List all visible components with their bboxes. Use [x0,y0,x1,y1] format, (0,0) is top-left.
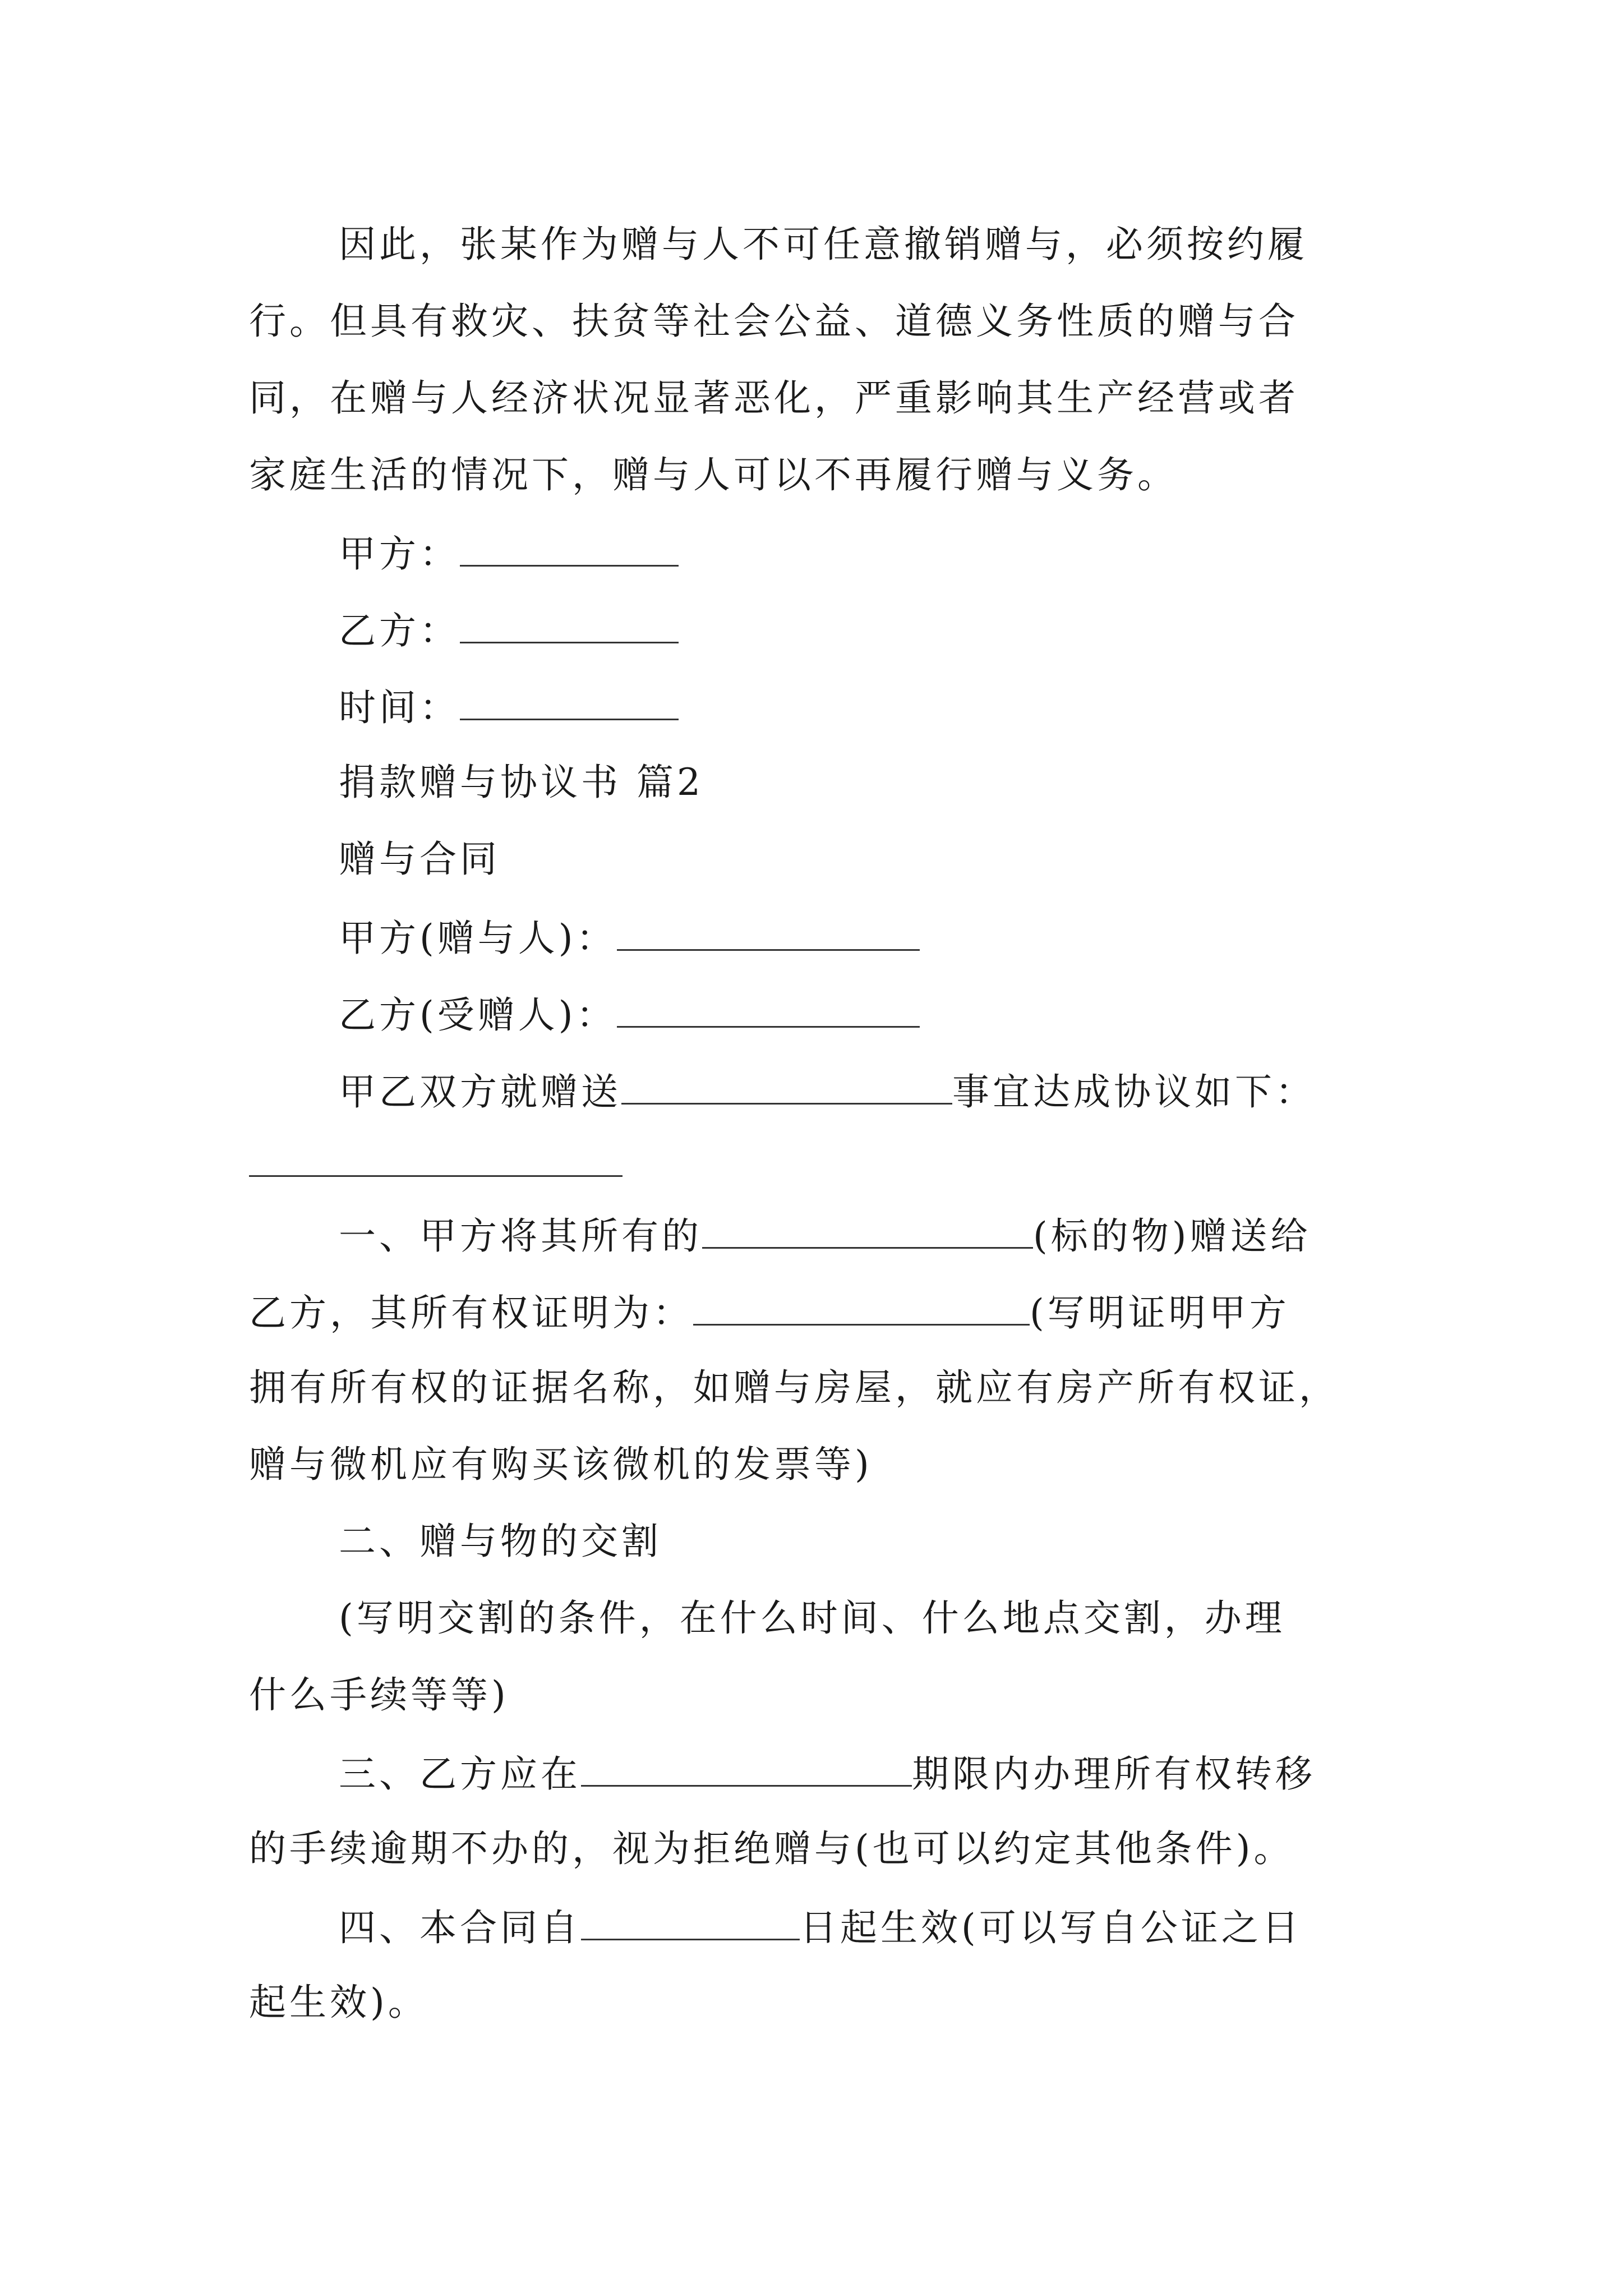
clause-text: 起生效)。 [249,1981,428,2024]
clause-2-title: 二、赠与物的交割 [339,1520,662,1563]
clause-text: 赠与微机应有购买该微机的发票等) [249,1443,873,1486]
time-label: 时间： [339,686,460,729]
donor-label: 甲方(赠与人)： [339,917,617,960]
agreement-text-post: 事宜达成协议如下： [952,1070,1316,1114]
paragraph-line: 行。但具有救灾、扶贫等社会公益、道德义务性质的赠与合 [249,300,1299,343]
clause-1-line-2 [249,1291,1290,1335]
time-signature-line [339,686,679,729]
clause-text: (写明证明甲方 [1030,1291,1290,1335]
donor-line [339,917,920,960]
clause-text: 什么手续等等) [249,1673,509,1717]
clause-text: 一、甲方将其所有的 [339,1214,702,1258]
clause-text: 四、本合同自 [339,1906,581,1949]
ownership-proof-blank[interactable] [693,1292,1030,1326]
clause-3-line-1 [339,1752,1316,1796]
clause-text: (写明交割的条件，在什么时间、什么地点交割，办理 [339,1596,1285,1640]
clause-text: 三、乙方应在 [339,1752,581,1796]
clause-text: 拥有所有权的证据名称，如赠与房屋，就应有房产所有权证， [249,1366,1339,1409]
clause-text: 乙方，其所有权证明为： [249,1291,693,1335]
agreement-line [339,1070,1316,1114]
clause-text: 期限内办理所有权转移 [912,1752,1316,1796]
clause-4-line-1 [339,1907,1302,1947]
donee-blank[interactable] [617,995,920,1028]
donee-label: 乙方(受赠人)： [339,993,617,1037]
paragraph-line: 家庭生活的情况下，赠与人可以不再履行赠与义务。 [249,453,1178,496]
paragraph-line: 因此，张某作为赠与人不可任意撤销赠与，必须按约履 [339,223,1308,266]
gift-item-blank[interactable] [702,1216,1033,1249]
clause-text: 日起生效(可以写自公证之日 [800,1906,1302,1949]
party-b-signature-line [339,610,679,650]
transfer-period-blank[interactable] [581,1754,912,1787]
party-a-blank[interactable] [460,533,679,567]
party-b-blank[interactable] [460,610,679,643]
party-a-signature-line [339,532,679,576]
continuation-blank-rule[interactable] [249,1175,623,1177]
donee-line [339,993,920,1037]
party-a-label: 甲方： [339,532,460,576]
gift-subject-blank[interactable] [621,1071,952,1105]
clause-1-line-1 [339,1214,1311,1258]
time-blank[interactable] [460,687,679,720]
contract-title: 赠与合同 [339,838,500,881]
donor-blank[interactable] [617,918,920,951]
effective-date-blank[interactable] [581,1907,800,1940]
clause-text: (标的物)赠送给 [1033,1214,1311,1258]
section-heading: 捐款赠与协议书 篇2 [339,761,704,804]
agreement-text-pre: 甲乙双方就赠送 [339,1070,621,1114]
party-b-label: 乙方： [339,609,460,652]
paragraph-line: 同，在赠与人经济状况显著恶化，严重影响其生产经营或者 [249,376,1299,420]
clause-text: 的手续逾期不办的，视为拒绝赠与(也可以约定其他条件)。 [249,1827,1294,1870]
